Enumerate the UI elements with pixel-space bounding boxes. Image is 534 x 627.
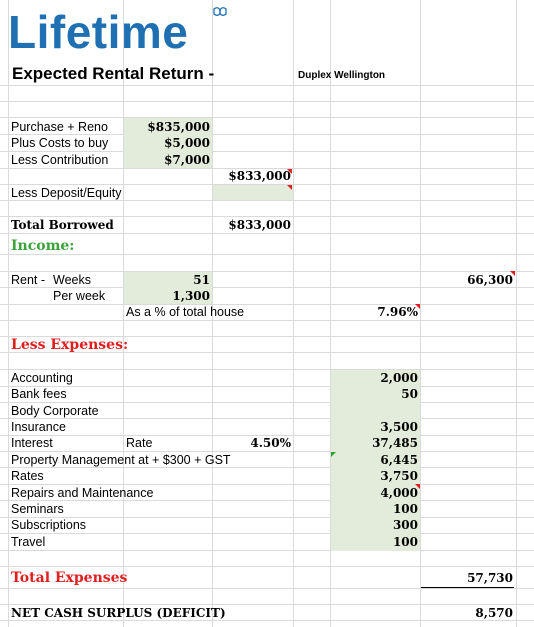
total-borrowed-value: $833,000 bbox=[228, 218, 291, 232]
expense-value[interactable]: 3,500 bbox=[380, 420, 418, 434]
costs-label: Plus Costs to buy bbox=[11, 136, 109, 150]
contribution-label: Less Contribution bbox=[11, 153, 109, 167]
expense-value[interactable]: 100 bbox=[392, 535, 418, 549]
net-cash-value: 8,570 bbox=[475, 606, 513, 620]
expenses-heading: Less Expenses: bbox=[11, 337, 129, 353]
pct-label: As a % of total house bbox=[126, 305, 245, 319]
comment-marker bbox=[415, 304, 420, 309]
expense-value[interactable]: 100 bbox=[392, 502, 418, 516]
expense-value[interactable]: 300 bbox=[392, 518, 418, 532]
deposit-label: Less Deposit/Equity bbox=[11, 186, 122, 200]
expense-label: Body Corporate bbox=[11, 404, 99, 418]
page-title: Expected Rental Return - bbox=[12, 64, 215, 83]
expense-label: Subscriptions bbox=[11, 518, 87, 532]
expense-label: Travel bbox=[11, 535, 46, 549]
comment-marker bbox=[415, 484, 420, 489]
contribution-value[interactable]: $7,000 bbox=[164, 153, 210, 167]
purchase-value[interactable]: $835,000 bbox=[147, 120, 210, 134]
expense-label: Interest bbox=[11, 436, 53, 450]
rate-label: Rate bbox=[126, 436, 153, 450]
total-borrowed-label: Total Borrowed bbox=[11, 218, 114, 232]
expense-label: Rates bbox=[11, 469, 44, 483]
rate-value[interactable]: 4.50% bbox=[250, 436, 291, 450]
per-week-label: Per week bbox=[53, 289, 106, 303]
input-fill-deposit bbox=[213, 185, 293, 200]
weeks-label: Weeks bbox=[53, 273, 91, 287]
expense-value[interactable]: 50 bbox=[401, 387, 418, 401]
expense-label: Property Management at + $300 + GST bbox=[11, 453, 231, 467]
property-name: Duplex Wellington bbox=[298, 70, 386, 81]
expense-value[interactable]: 3,750 bbox=[380, 469, 418, 483]
pct-value: 7.96% bbox=[377, 305, 418, 319]
expense-value[interactable]: 4,000 bbox=[380, 486, 418, 500]
total-expenses-value: 57,730 bbox=[467, 571, 513, 585]
expense-label: Seminars bbox=[11, 502, 64, 516]
annual-rent-value: 66,300 bbox=[467, 273, 513, 287]
expense-label: Repairs and Maintenance bbox=[11, 486, 154, 500]
comment-marker bbox=[510, 271, 515, 276]
purchase-subtotal: $833,000 bbox=[228, 169, 291, 183]
costs-value[interactable]: $5,000 bbox=[164, 136, 210, 150]
expense-value[interactable]: 37,485 bbox=[372, 436, 418, 450]
weeks-value[interactable]: 51 bbox=[193, 273, 210, 287]
total-expenses-label: Total Expenses bbox=[11, 570, 128, 586]
net-cash-label: NET CASH SURPLUS (DEFICIT) bbox=[11, 606, 226, 620]
income-heading: Income: bbox=[11, 238, 75, 254]
total-underline bbox=[421, 587, 514, 588]
comment-marker bbox=[287, 169, 292, 174]
rent-label: Rent - bbox=[11, 273, 46, 287]
per-week-value[interactable]: 1,300 bbox=[172, 289, 210, 303]
brand-logo: Lifetime bbox=[8, 6, 189, 58]
expense-value[interactable]: 6,445 bbox=[380, 453, 418, 467]
leaf-icon bbox=[212, 6, 228, 26]
purchase-label: Purchase + Reno bbox=[11, 120, 108, 134]
comment-marker bbox=[287, 185, 292, 190]
expense-label: Accounting bbox=[11, 371, 73, 385]
expense-label: Insurance bbox=[11, 420, 66, 434]
expense-value[interactable]: 2,000 bbox=[380, 371, 418, 385]
expense-label: Bank fees bbox=[11, 387, 67, 401]
